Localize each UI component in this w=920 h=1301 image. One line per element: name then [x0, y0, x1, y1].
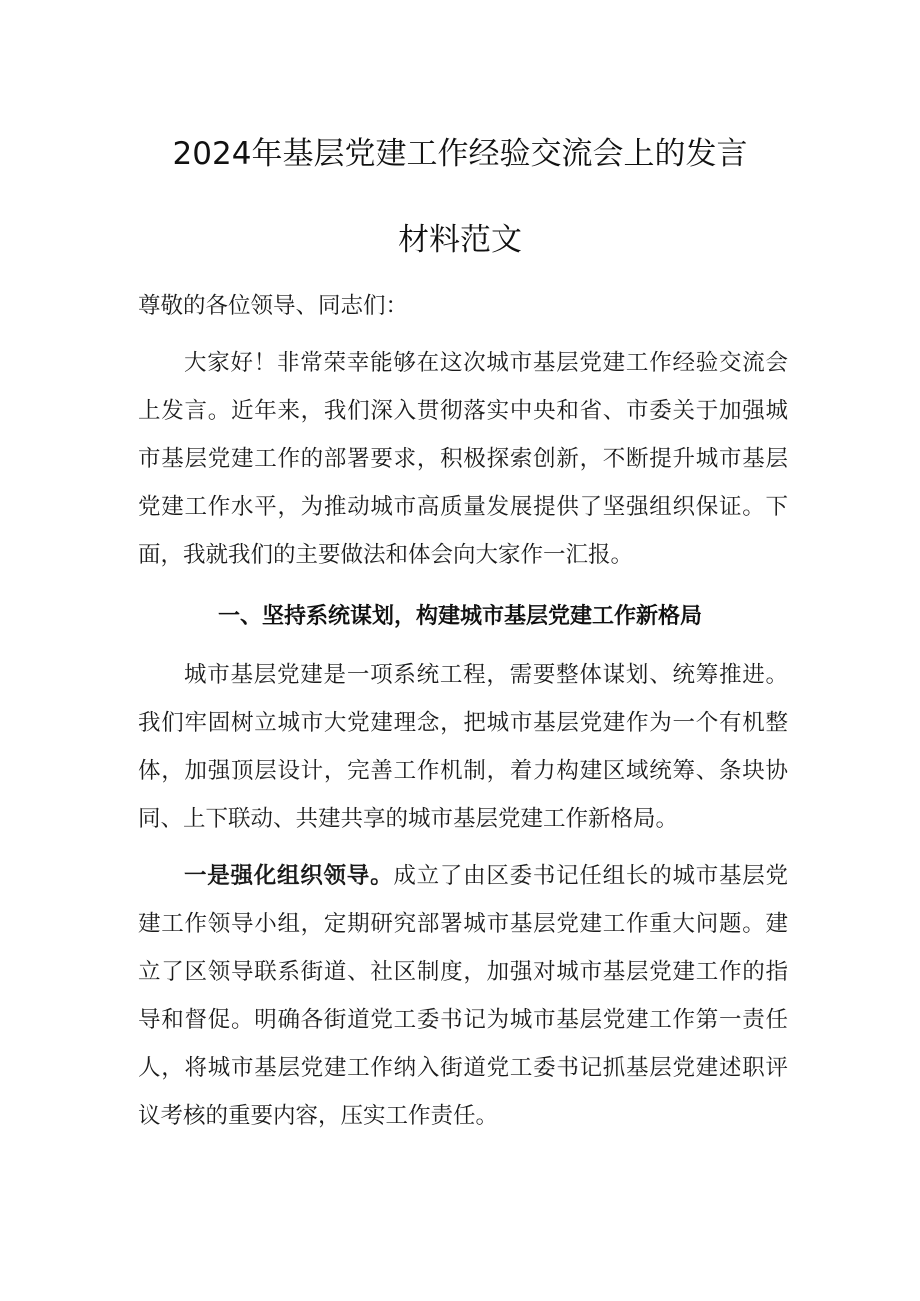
paragraph-lead-phrase: 一是强化组织领导。	[184, 863, 394, 889]
paragraph-body-text: 成立了由区委书记任组长的城市基层党建工作领导小组，定期研究部署城市基层党建工作重大问题。建立了区领导联系街道、社区制度，加强对城市基层党建工作的指导和督促。明确各街道党工委书记为城市基层党建工作第一责任人，将城市基层党建工作纳入街道党工委书记抓基层党建述职评议考核的重要内容，压实工作责任。	[138, 863, 788, 1129]
section-heading-1: 一、坚持系统谋划，构建城市基层党建工作新格局	[217, 604, 702, 629]
salutation: 尊敬的各位领导、同志们：	[138, 293, 409, 319]
paragraph-intro: 大家好！非常荣幸能够在这次城市基层党建工作经验交流会上发言。近年来，我们深入贯彻落实中央和省、市委关于加强城市基层党建工作的部署要求，积极探索创新，不断提升城市基层党建工作水平，为推动城市高质量发展提供了坚强组织保证。下面，我就我们的主要做法和体会向大家作一汇报。	[138, 350, 788, 568]
paragraph-section-1: 城市基层党建是一项系统工程，需要整体谋划、统筹推进。我们牢固树立城市大党建理念，把城市基层党建作为一个有机整体，加强顶层设计，完善工作机制，着力构建区域统筹、条块协同、上下联动、共建共享的城市基层党建工作新格局。	[138, 662, 788, 832]
paragraph-organization-leadership	[138, 852, 788, 1140]
document-title-line-2: 材料范文	[398, 222, 522, 258]
document-title-line-1: 2024年基层党建工作经验交流会上的发言	[172, 136, 748, 172]
